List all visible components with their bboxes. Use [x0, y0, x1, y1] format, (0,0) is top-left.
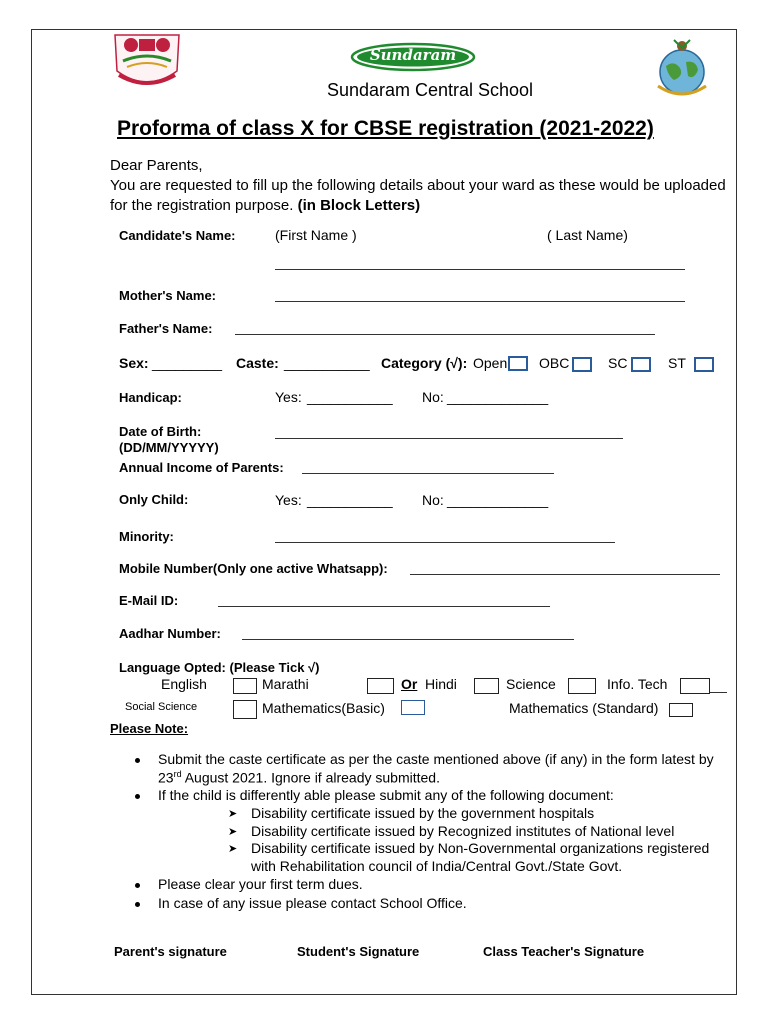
page-title: Proforma of class X for CBSE registration (2021-2022)	[117, 117, 654, 140]
block-letters-note: (in Block Letters)	[297, 197, 421, 214]
handicap-label: Handicap:	[119, 390, 182, 405]
dob-label: Date of Birth:	[119, 424, 202, 439]
maths-standard-checkbox[interactable]	[669, 703, 693, 717]
science-label: Science	[506, 676, 556, 692]
info-tech-checkbox[interactable]	[680, 678, 710, 694]
sex-field[interactable]: _________	[152, 355, 223, 371]
mother-name-label: Mother's Name:	[119, 288, 216, 303]
english-checkbox[interactable]	[233, 678, 257, 694]
intro-line-2	[110, 197, 420, 214]
dob-format-label: (DD/MM/YYYYY)	[119, 440, 219, 455]
only-child-no-label: No:	[422, 492, 444, 508]
note-1-line-2	[158, 769, 440, 786]
caste-label: Caste:	[236, 355, 279, 371]
maths-standard-label: Mathematics (Standard)	[509, 700, 659, 716]
category-open-label: Open	[473, 355, 508, 371]
category-st-checkbox[interactable]	[694, 357, 714, 372]
dob-field[interactable]	[275, 438, 623, 439]
handicap-yes-label: Yes:	[275, 389, 302, 405]
school-name: Sundaram Central School	[326, 80, 534, 100]
note-2-sub-2: Disability certificate issued by Recognized institutes of National level	[251, 823, 675, 839]
income-label: Annual Income of Parents:	[119, 460, 284, 475]
social-science-checkbox[interactable]	[233, 700, 257, 719]
greeting: Dear Parents,	[110, 157, 203, 174]
category-obc-label: OBC	[539, 355, 570, 371]
sex-label: Sex:	[119, 355, 149, 371]
aadhar-label: Aadhar Number:	[119, 626, 221, 641]
father-name-field[interactable]	[235, 334, 655, 335]
minority-label: Minority:	[119, 529, 174, 544]
income-field[interactable]	[302, 473, 554, 474]
only-child-yes-field[interactable]: ___________	[307, 492, 393, 508]
category-st-label: ST	[668, 355, 686, 371]
category-open-checkbox[interactable]	[508, 356, 528, 371]
candidate-name-label: Candidate's Name:	[119, 228, 236, 243]
bullet-icon	[135, 794, 140, 799]
arrow-bullet-icon: ➤	[228, 826, 238, 838]
note-2: If the child is differently able please submit any of the following document:	[158, 787, 614, 803]
or-label: Or	[401, 676, 418, 692]
maths-basic-label: Mathematics(Basic)	[262, 700, 385, 716]
father-name-label: Father's Name:	[119, 321, 213, 336]
last-name-label: ( Last Name)	[547, 227, 628, 243]
note-2-sub-1: Disability certificate issued by the government hospitals	[251, 805, 595, 821]
hindi-checkbox[interactable]	[474, 678, 499, 694]
mother-name-field[interactable]	[275, 301, 685, 302]
mobile-field[interactable]	[410, 574, 720, 575]
category-label: Category (√):	[381, 355, 468, 371]
arrow-bullet-icon: ➤	[228, 808, 238, 820]
mobile-label: Mobile Number(Only one active Whatsapp):	[119, 561, 388, 576]
parent-signature-label: Parent's signature	[114, 944, 227, 959]
maths-basic-checkbox[interactable]	[401, 700, 425, 715]
brand-name: Sundaram	[369, 46, 457, 64]
arrow-bullet-icon: ➤	[228, 843, 238, 855]
only-child-no-field[interactable]: _____________	[447, 492, 549, 508]
note-1-day: 23	[158, 769, 174, 786]
email-label: E-Mail ID:	[119, 593, 179, 608]
note-1-day-suffix: rd	[173, 769, 182, 779]
student-signature-label: Student's Signature	[297, 944, 420, 959]
note-1-rest: August 2021. Ignore if already submitted.	[181, 769, 440, 786]
only-child-yes-label: Yes:	[275, 492, 302, 508]
category-obc-checkbox[interactable]	[572, 357, 592, 372]
intro-line-1: You are requested to fill up the following details about your ward as these would be uploaded	[110, 177, 726, 194]
note-1-line-1: Submit the caste certificate as per the caste mentioned above (if any) in the form latest by	[158, 751, 714, 767]
note-4: In case of any issue please contact School Office.	[158, 895, 467, 911]
aadhar-field[interactable]	[242, 639, 574, 640]
candidate-name-field[interactable]	[275, 269, 685, 270]
bullet-icon	[135, 902, 140, 907]
english-label: English	[161, 676, 207, 692]
hindi-label: Hindi	[425, 676, 457, 692]
social-science-label: Social Science	[125, 701, 198, 713]
science-checkbox[interactable]	[568, 678, 596, 694]
info-tech-underline	[710, 692, 727, 693]
bullet-icon	[135, 758, 140, 763]
minority-field[interactable]	[275, 542, 615, 543]
category-sc-checkbox[interactable]	[631, 357, 651, 372]
caste-field[interactable]: ___________	[284, 355, 370, 371]
category-sc-label: SC	[608, 355, 628, 371]
only-child-label: Only Child:	[119, 492, 189, 507]
intro-line-2-text: for the registration purpose.	[110, 197, 294, 214]
handicap-yes-field[interactable]: ___________	[307, 389, 393, 405]
teacher-signature-label: Class Teacher's Signature	[483, 944, 645, 959]
bullet-icon	[135, 883, 140, 888]
note-2-sub-3-line-1: Disability certificate issued by Non-Governmental organizations registered	[251, 840, 710, 856]
language-label: Language Opted: (Please Tick √)	[119, 660, 320, 675]
note-2-sub-3-line-2: with Rehabilitation council of India/Central Govt./State Govt.	[251, 858, 623, 874]
info-tech-label: Info. Tech	[607, 676, 668, 692]
please-note-heading: Please Note:	[110, 721, 189, 736]
handicap-no-field[interactable]: _____________	[447, 389, 549, 405]
note-3: Please clear your first term dues.	[158, 876, 363, 892]
handicap-no-label: No:	[422, 389, 444, 405]
marathi-label: Marathi	[262, 676, 309, 692]
email-field[interactable]	[218, 606, 550, 607]
first-name-label: (First Name )	[275, 227, 357, 243]
marathi-checkbox[interactable]	[367, 678, 394, 694]
